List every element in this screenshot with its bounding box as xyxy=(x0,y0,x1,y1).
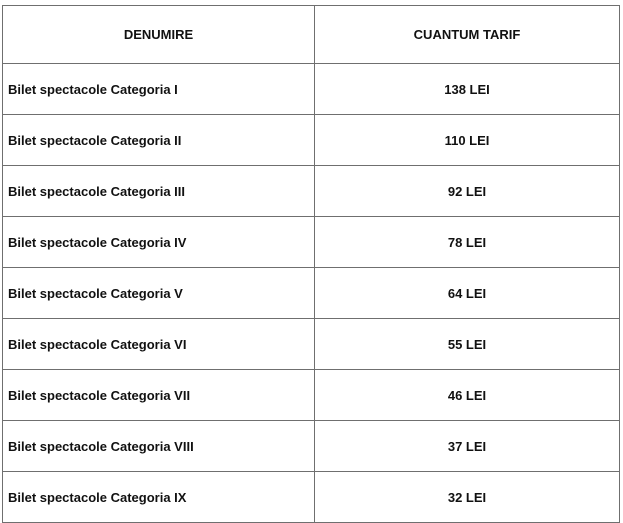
row-name-cell: Bilet spectacole Categoria VI xyxy=(3,319,315,370)
row-name-cell: Bilet spectacole Categoria VII xyxy=(3,370,315,421)
table-row xyxy=(3,64,620,115)
table-row xyxy=(3,472,620,523)
table-header-row xyxy=(3,6,620,64)
tariff-table xyxy=(2,5,620,523)
row-price-cell: 92 LEI xyxy=(315,166,620,217)
row-price-cell: 32 LEI xyxy=(315,472,620,523)
row-name-cell: Bilet spectacole Categoria II xyxy=(3,115,315,166)
table-row xyxy=(3,319,620,370)
header-cuantum-tarif: CUANTUM TARIF xyxy=(315,6,620,64)
table-row xyxy=(3,115,620,166)
row-price-cell: 37 LEI xyxy=(315,421,620,472)
row-price-cell: 46 LEI xyxy=(315,370,620,421)
table-row xyxy=(3,421,620,472)
row-price-cell: 78 LEI xyxy=(315,217,620,268)
row-price-cell: 64 LEI xyxy=(315,268,620,319)
table-row xyxy=(3,166,620,217)
table-row xyxy=(3,268,620,319)
row-price-cell: 55 LEI xyxy=(315,319,620,370)
row-price-cell: 138 LEI xyxy=(315,64,620,115)
row-name-cell: Bilet spectacole Categoria IX xyxy=(3,472,315,523)
table-row xyxy=(3,217,620,268)
row-name-cell: Bilet spectacole Categoria VIII xyxy=(3,421,315,472)
row-name-cell: Bilet spectacole Categoria IV xyxy=(3,217,315,268)
row-price-cell: 110 LEI xyxy=(315,115,620,166)
header-denumire: DENUMIRE xyxy=(3,6,315,64)
table-row xyxy=(3,370,620,421)
row-name-cell: Bilet spectacole Categoria V xyxy=(3,268,315,319)
row-name-cell: Bilet spectacole Categoria III xyxy=(3,166,315,217)
row-name-cell: Bilet spectacole Categoria I xyxy=(3,64,315,115)
